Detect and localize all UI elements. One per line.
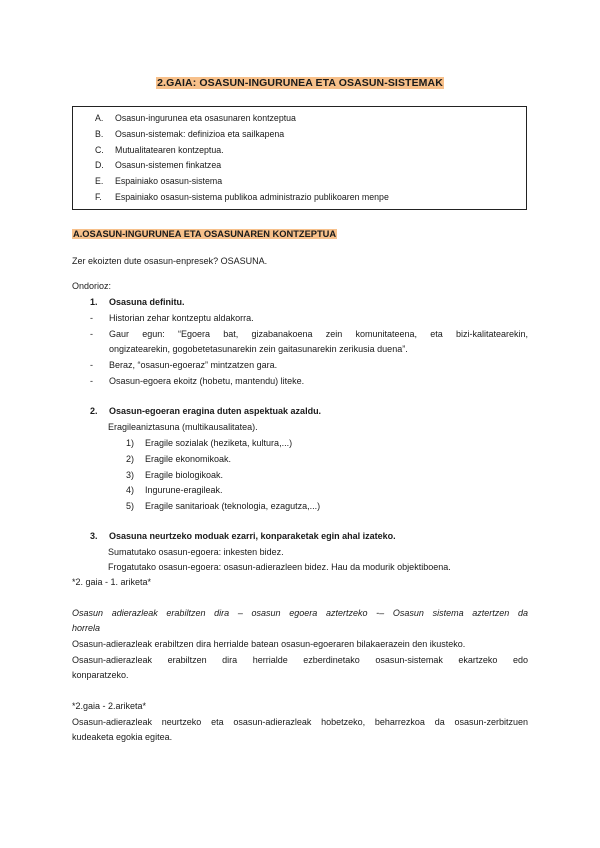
exercise-line: Osasun-adierazleak erabiltzen dira herrialde ezberdinetako osasun-sistemak ekartzeko edo [72, 655, 528, 665]
toc-text: Espainiako osasun-sistema publikoa administrazio publikoaren menpe [115, 191, 389, 202]
numbered-item-number: 2) [126, 454, 135, 464]
exercise-label: *2. gaia - 1. ariketa* [72, 577, 152, 587]
toc-text: Osasun-sistemen finkatzea [115, 160, 222, 171]
numbered-item-text: Eragile sozialak (heziketa, kultura,...) [145, 438, 293, 448]
point-title: Osasuna definitu. [109, 297, 185, 307]
ondorioz-label: Ondorioz: [72, 281, 112, 291]
point-detail: Sumatutako osasun-egoera: inkesten bidez. [108, 547, 284, 557]
exercise-label: *2.gaia - 2.ariketa* [72, 701, 147, 711]
numbered-item-number: 3) [126, 470, 135, 480]
page-title-text: 2.GAIA: OSASUN-INGURUNEA ETA OSASUN-SISTEMAK [157, 77, 443, 89]
point-number: 1. [90, 297, 98, 307]
toc-item [73, 129, 526, 145]
numbered-item-text: Eragile sanitarioak (teknologia, ezagutza,...) [145, 501, 321, 511]
exercise-line: Osasun-adierazleak erabiltzen dira herrialde batean osasun-egoeraren bilakaerazein den ikusteko. [72, 639, 466, 649]
exercise-italic-line: horrela [72, 623, 101, 633]
toc-letter: F. [95, 191, 102, 202]
toc-letter: E. [95, 176, 104, 187]
toc-item [73, 160, 526, 176]
numbered-item-text: Eragile biologikoak. [145, 470, 224, 480]
bullet-text: Historian zehar kontzeptu aldakorra. [109, 313, 254, 323]
numbered-item-number: 5) [126, 501, 135, 511]
toc-item [73, 145, 526, 161]
numbered-item-number: 1) [126, 438, 135, 448]
numbered-item-text: Eragile ekonomikoak. [145, 454, 232, 464]
toc-item [73, 192, 526, 208]
exercise-italic-line: Osasun adierazleak erabiltzen dira – osasun egoera aztertzeko -– Osasun sistema aztertzen da [72, 608, 528, 618]
toc-letter: B. [95, 128, 104, 139]
point-title: Osasuna neurtzeko moduak ezarri, konparaketak egin ahal izateko. [109, 531, 396, 541]
toc-item [73, 113, 526, 129]
exercise-line: Osasun-adierazleak neurtzeko eta osasun-adierazleak hobetzeko, beharrezkoa da osasun-zerbitzuen [72, 717, 528, 727]
point-detail: Frogatutako osasun-egoera: osasun-adierazleen bidez. Hau da modurik objektiboena. [108, 562, 451, 572]
exercise-line: kudeaketa egokia egitea. [72, 732, 173, 742]
table-of-contents [72, 106, 527, 210]
toc-text: Osasun-ingurunea eta osasunaren kontzeptua [115, 113, 296, 123]
exercise-line: konparatzeko. [72, 670, 129, 680]
bullet-dash: - [90, 329, 93, 339]
point-title: Osasun-egoeran eragina duten aspektuak azaldu. [109, 406, 322, 416]
toc-text: Mutualitatearen kontzeptua. [115, 144, 224, 155]
point-intro: Eragileaniztasuna (multikausalitatea). [108, 422, 258, 432]
toc-text: Osasun-sistemak: definizioa eta sailkapena [115, 128, 285, 139]
bullet-text: Gaur egun: “Egoera bat, gizabanakoena zein komunitateena, eta bizi-kalitatearekin, [109, 329, 528, 339]
bullet-dash: - [90, 376, 93, 386]
bullet-dash: - [90, 360, 93, 370]
point-number: 3. [90, 531, 98, 541]
point-number: 2. [90, 406, 98, 416]
bullet-text: Beraz, “osasun-egoeraz” mintzatzen gara. [109, 360, 278, 370]
section-heading-a [72, 229, 337, 240]
toc-text: Espainiako osasun-sistema [115, 176, 223, 187]
toc-item [73, 176, 526, 192]
toc-letter: A. [95, 113, 104, 123]
bullet-dash: - [90, 313, 93, 323]
toc-letter: C. [95, 144, 104, 155]
numbered-item-text: Ingurune-eragileak. [145, 485, 223, 495]
bullet-text: Osasun-egoera ekoitz (hobetu, mantendu) liteke. [109, 376, 305, 386]
page-title [0, 77, 600, 90]
numbered-item-number: 4) [126, 485, 135, 495]
question-paragraph: Zer ekoizten dute osasun-enpresek? OSASUNA. [72, 256, 268, 266]
toc-letter: D. [95, 160, 104, 171]
bullet-text-continued: ongizatearekin, gogobetetasunarekin zein gaitasunarekin zerikusia duena”. [109, 344, 408, 354]
section-heading-text: A.OSASUN-INGURUNEA ETA OSASUNAREN KONTZEPTUA [73, 229, 337, 239]
